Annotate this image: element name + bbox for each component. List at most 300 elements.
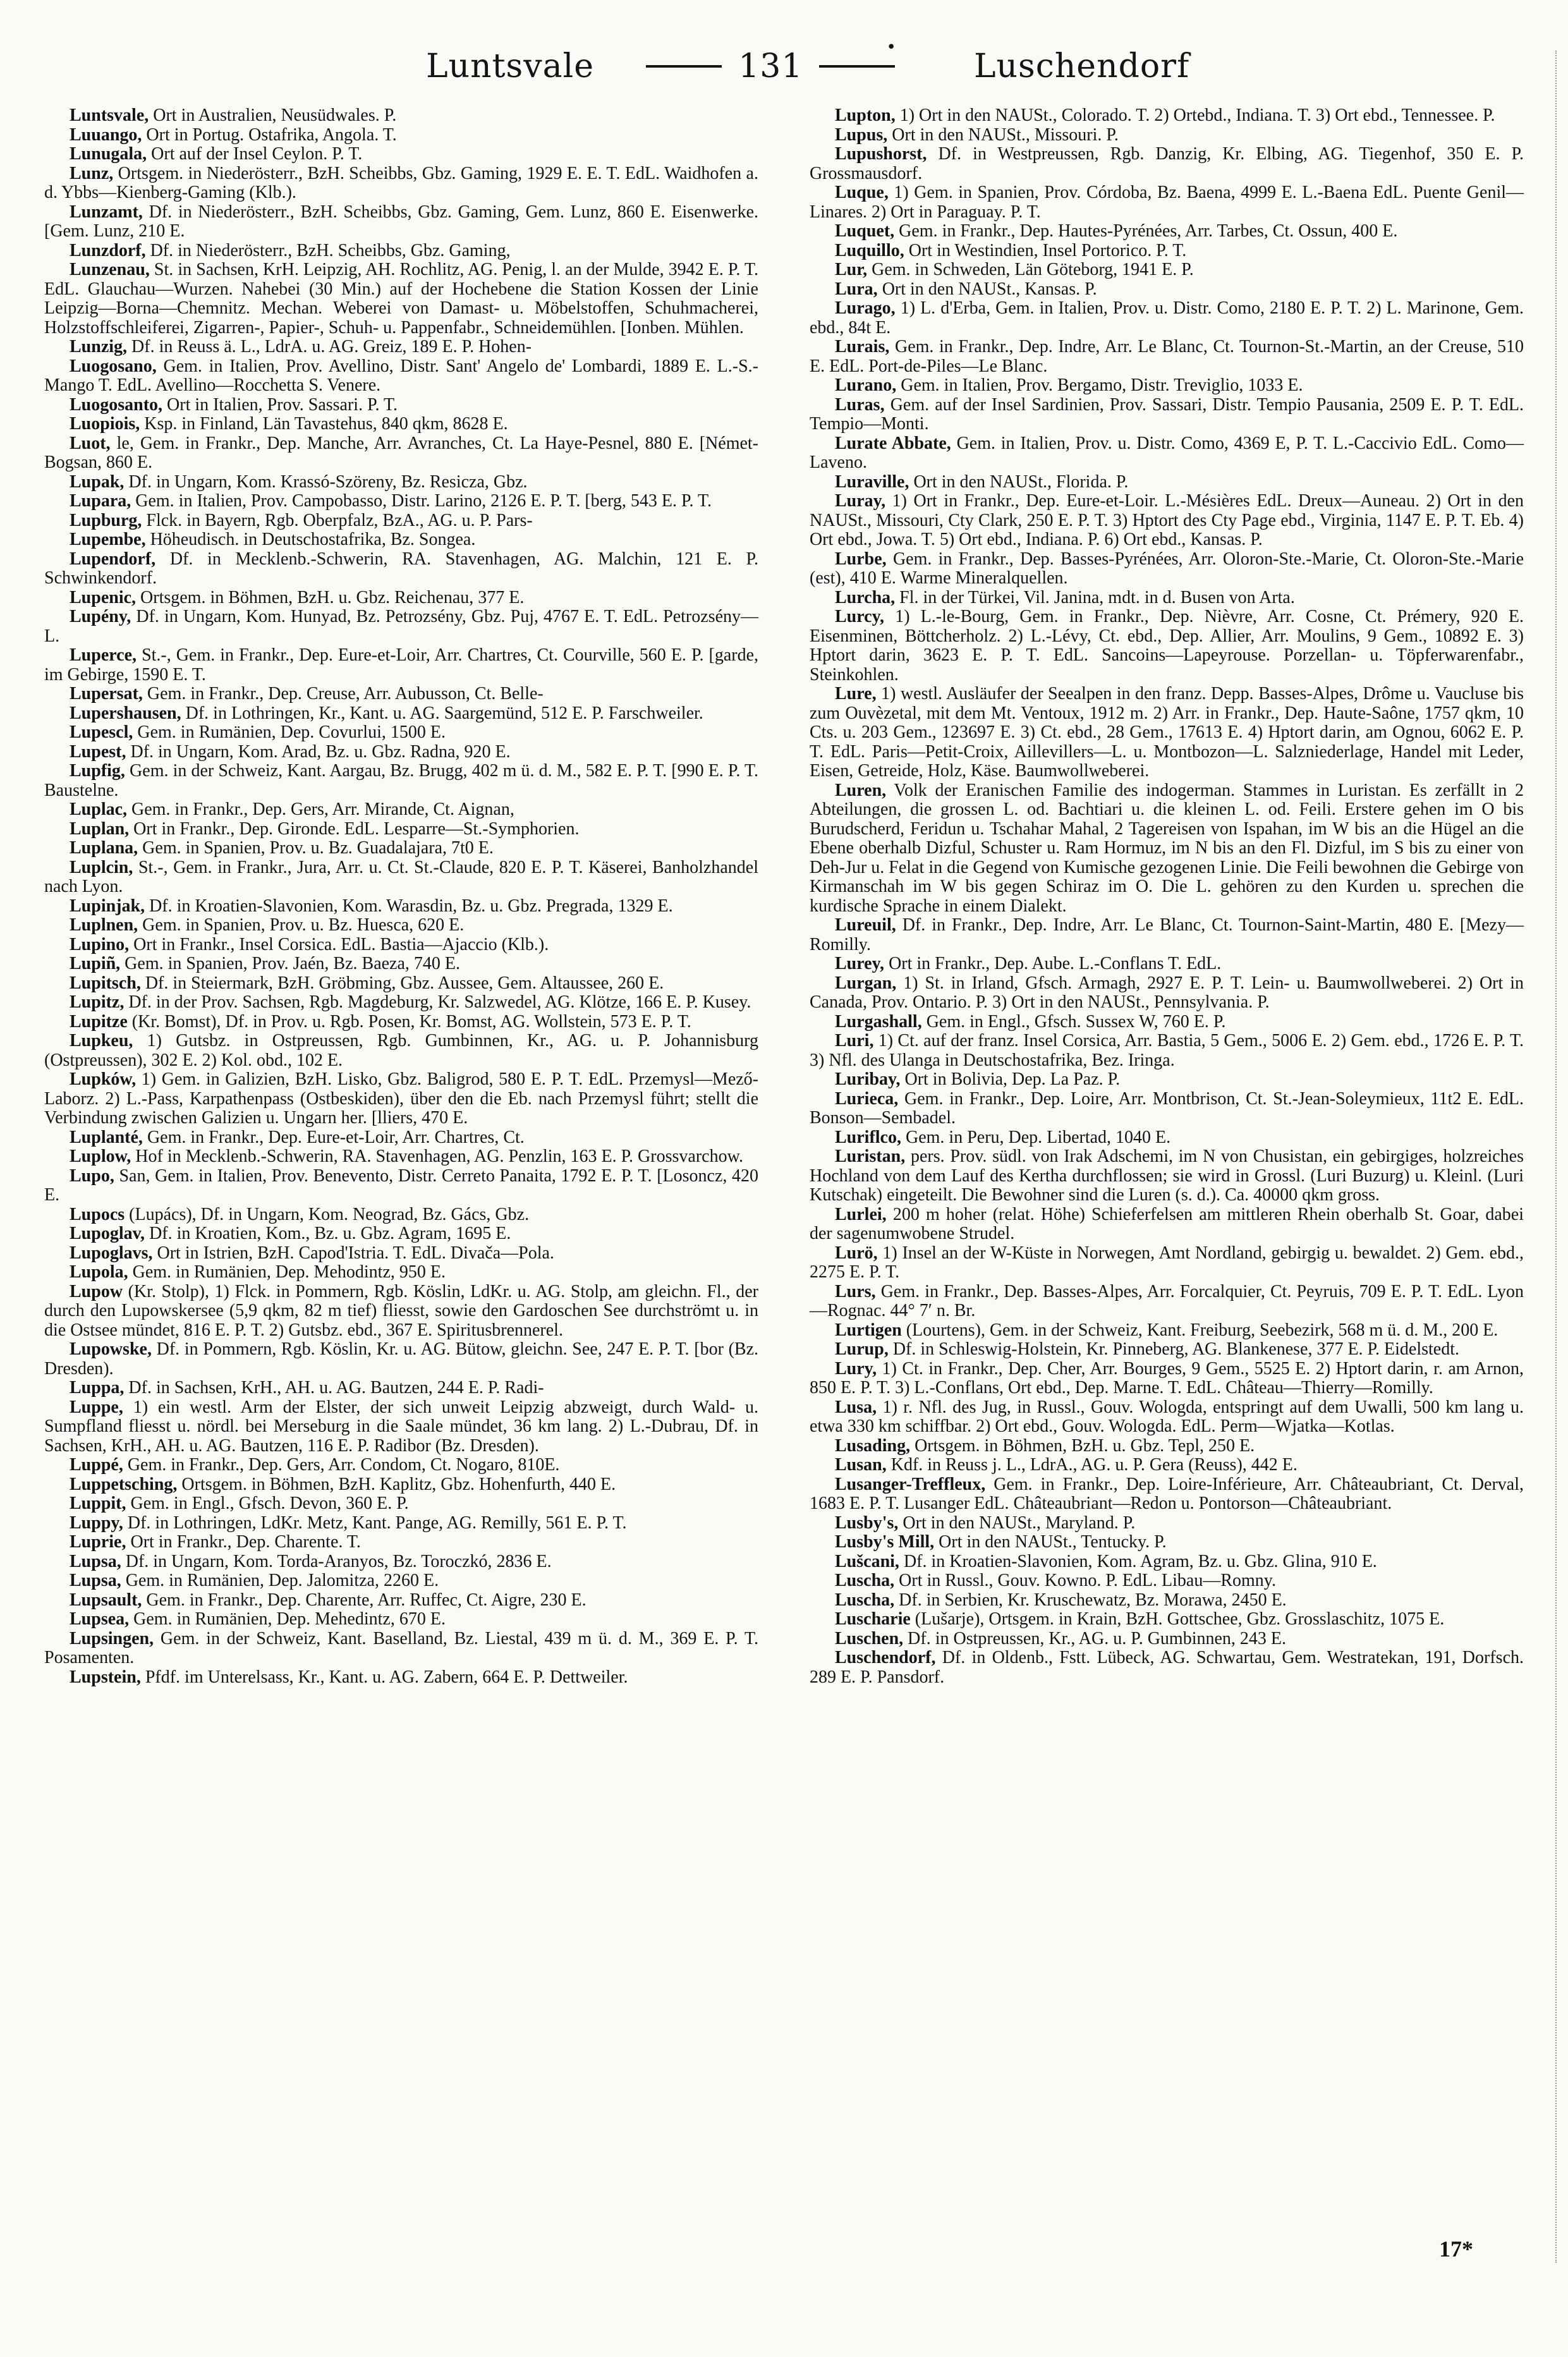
entry-text: Gem. in Spanien, Prov. u. Bz. Guadalajara, 7t0 E. <box>142 838 494 858</box>
entry-text: Gem. in der Schweiz, Kant. Baselland, Bz. Liestal, 439 m ü. d. M., 369 E. P. T. Posamenten. <box>44 1628 758 1667</box>
entry-text: St. in Sachsen, KrH. Leipzig, AH. Rochlitz, AG. Penig, l. an der Mulde, 3942 E. P. T. EdL. Glauchau—Wurzen. Nahebei (30 Min.) auf der Hochebene die Station Kossen der Linie Leipzig—Borna—Chemnitz. Mechan. Weberei von Damast- u. Möbelstoffen, Schuhmacherei, Holzstoffschleiferei, Zigarren-, Papier-, Schuh- u. Pappenfabr., Schneidemühlen. [Ionben. Mühlen. <box>44 260 759 338</box>
gazetteer-entry <box>44 1032 758 1070</box>
entry-text: Gem. in Frankr., Dep. Basses-Pyrénées, Arr. Oloron-Ste.-Marie, Ct. Oloron-Ste.-Marie (est), 410 E. Warme Mineralquellen. <box>810 549 1524 588</box>
gazetteer-entry <box>810 1648 1524 1687</box>
gazetteer-entry <box>44 723 758 743</box>
entry-text: Df. in Ungarn, Kom. Krassó-Szöreny, Bz. Resicza, Gbz. <box>128 472 528 492</box>
gazetteer-entry <box>44 607 758 646</box>
entry-headword: Luscha, <box>835 1571 895 1590</box>
entry-text: 1) Ort in den NAUSt., Colorado. T. 2) Ortebd., Indiana. T. 3) Ort ebd., Tennessee. P. <box>899 106 1495 125</box>
gazetteer-entry <box>810 376 1524 396</box>
gazetteer-entry <box>44 1379 758 1398</box>
gazetteer-entry <box>44 1147 758 1167</box>
entry-text: Df. in Ungarn, Kom. Arad, Bz. u. Gbz. Radna, 920 E. <box>130 741 511 762</box>
entry-text: Df. in Kroatien-Slavonien, Kom. Agram, Bz. u. Gbz. Glina, 910 E. <box>903 1551 1377 1571</box>
gazetteer-entry <box>44 1224 758 1244</box>
gazetteer-entry <box>44 473 758 492</box>
entry-headword: Lupsa, <box>70 1571 121 1590</box>
entry-text: Df. in Frankr., Dep. Indre, Arr. Le Blanc, Ct. Tournon-Saint-Martin, 480 E. [Mezy—Romilly. <box>810 915 1524 954</box>
entry-text: Ort in Westindien, Insel Portorico. P. T. <box>908 240 1187 260</box>
header-page-number-group <box>646 38 922 85</box>
gazetteer-entry <box>810 106 1524 126</box>
entry-text: 1) L. d'Erba, Gem. in Italien, Prov. u. Distr. Como, 2180 E. P. T. 2) L. Marinone, Gem. ebd., 84t E. <box>810 298 1524 338</box>
entry-text: 1) L.-le-Bourg, Gem. in Frankr., Dep. Nièvre, Arr. Cosne, Ct. Prémery, 920 E. Eisenminen, Böttcherholz. 2) L.-Lévy, Ct. ebd., Dep. Allier, Arr. Moulins, 9 Gem., 10892 E. 3) Hptort darin, 3623 E. P. T. EdL. Sancoins—Lapeyrouse. Porzellan- u. Töpferwarenfabr., Steinkohlen. <box>810 607 1524 685</box>
gazetteer-entry <box>44 897 758 917</box>
gazetteer-entry <box>44 511 758 531</box>
entry-text: 200 m hoher (relat. Höhe) Schieferfelsen am mittleren Rhein oberhalb St. Goar, dabei der sagenumwobene Strudel. <box>810 1204 1524 1243</box>
entry-text: Gem. in Frankr., Dep. Hautes-Pyrénées, Arr. Tarbes, Ct. Ossun, 400 E. <box>899 221 1398 241</box>
entry-text: 1) ein westl. Arm der Elster, der sich unweit Leipzig abzweigt, durch Wald- u. Sumpfland fliesst u. nördl. bei Merseburg in die Saale mündet, 36 km lang. 2) L.-Dubrau, Df. in Sachsen, KrH., AH. u. AG. Bautzen, 116 E. P. Radibor (Bz. Dresden). <box>44 1397 758 1456</box>
entry-headword: Lurtigen <box>835 1320 902 1340</box>
entry-headword: Luri, <box>835 1031 874 1051</box>
gazetteer-entry <box>44 260 758 338</box>
gazetteer-entry <box>810 1591 1524 1611</box>
signature-mark: 17* <box>1439 2236 1473 2262</box>
entry-text: Gem. in Frankr., Dep. Loire-Inférieure, Arr. Châteaubriant, Ct. Derval, 1683 E. P. T. Lusanger EdL. Châteaubriant—Redon u. Pontorson—Châteaubriant. <box>810 1474 1524 1513</box>
gazetteer-entry <box>44 858 758 897</box>
entry-text: Volk der Eranischen Familie des indogerman. Stammes in Luristan. Es zerfällt in 2 Abteilungen, die grossen L. od. Bachtiari u. die kleinen L. od. Feili. Erstere gehen im O bis Burudscherd, Feridun u. Tschahar Mahal, 2 Tagereisen von Ispahan, im W bis an die Hügel an die Ebene oberhalb Dizful, Schuster u. Ram Hormuz, im N bis an den Fl. Dizful, im S bis zu einer von Deh-Jur u. Felat in die Gegend von Kumische gezogenen Linie. Die Feili bewohnen die Gebirge von Kirmanschah im W bis gegen Schiraz im O. Die L. gehören zu den Kurden u. sprechen die kurdische Sprache in einem Dialekt. <box>810 780 1524 916</box>
entry-text: Gem. in Rumänien, Dep. Covurlui, 1500 E. <box>137 722 446 742</box>
gazetteer-entry <box>44 530 758 550</box>
entry-text: Df. in Serbien, Kr. Kruschewatz, Bz. Morawa, 2450 E. <box>899 1590 1287 1610</box>
gazetteer-entry <box>810 434 1524 473</box>
entry-headword: Lurais, <box>835 337 890 356</box>
gazetteer-entry <box>44 1013 758 1032</box>
entry-headword: Lupton, <box>835 106 896 125</box>
gazetteer-entry <box>44 1244 758 1264</box>
entry-text: Df. in Kroatien, Kom., Bz. u. Gbz. Agram, 1695 E. <box>149 1224 511 1243</box>
entry-text: Höheudisch. in Deutschostafrika, Bz. Songea. <box>150 530 476 549</box>
entry-headword: Lupocs <box>70 1204 125 1224</box>
entry-text: 1) Gutsbz. in Ostpreussen, Rgb. Gumbinnen, Kr., AG. u. P. Johannisburg (Ostpreussen), 302 E. 2) Kol. obd., 102 E. <box>44 1031 758 1070</box>
entry-text: Ort auf der Insel Ceylon. P. T. <box>151 144 363 164</box>
right-column <box>810 106 1524 1687</box>
entry-headword: Lusa, <box>835 1397 877 1417</box>
gazetteer-entry <box>44 1533 758 1552</box>
entry-text: Gem. in Rumänien, Dep. Jalomitza, 2260 E. <box>125 1571 439 1590</box>
entry-text: Ortsgem. in Böhmen, BzH. Kaplitz, Gbz. Hohenfurth, 440 E. <box>181 1474 616 1494</box>
entry-headword: Lurcha, <box>835 587 896 607</box>
entry-headword: Luribay, <box>835 1069 901 1089</box>
entry-text: Df. in Lothringen, LdKr. Metz, Kant. Pange, AG. Remilly, 561 E. P. T. <box>127 1513 627 1533</box>
entry-text: Df. in Niederösterr., BzH. Scheibbs, Gbz. Gaming, <box>150 240 511 260</box>
entry-headword: Luopiois, <box>70 414 140 434</box>
gazetteer-entry <box>44 1456 758 1475</box>
entry-headword: Luppa, <box>70 1378 125 1398</box>
gazetteer-entry <box>810 781 1524 917</box>
entry-headword: Luplac, <box>70 800 128 819</box>
gazetteer-entry <box>44 588 758 608</box>
gazetteer-entry <box>44 646 758 685</box>
page-edge-marks <box>1549 51 1557 2263</box>
entry-headword: Luriflco, <box>835 1127 901 1147</box>
entry-text: (Lourtens), Gem. in der Schweiz, Kant. Freiburg, Seebezirk, 568 m ü. d. M., 200 E. <box>906 1320 1498 1340</box>
gazetteer-entry <box>44 762 758 800</box>
entry-headword: Luraville, <box>835 472 909 492</box>
entry-headword: Luppit, <box>70 1494 126 1513</box>
entry-text: Gem. in Frankr., Dep. Indre, Arr. Le Blanc, Ct. Tournon-St.-Martin, an der Creuse, 510 E. EdL. Port-de-Piles—Le Blanc. <box>810 337 1524 376</box>
gazetteer-entry <box>44 1128 758 1148</box>
gazetteer-entry <box>810 974 1524 1013</box>
entry-headword: Lupola, <box>70 1262 128 1282</box>
gazetteer-entry <box>44 396 758 415</box>
entry-headword: Luschen, <box>835 1628 904 1648</box>
entry-headword: Lupitsch, <box>70 973 141 993</box>
entry-text: Ort in den NAUSt., Tentucky. P. <box>939 1532 1167 1552</box>
entry-headword: Lurieca, <box>835 1088 899 1109</box>
gazetteer-entry <box>810 1533 1524 1552</box>
entry-text: 1) Insel an der W-Küste in Norwegen, Amt Nordland, gebirgig u. bewaldet. 2) Gem. ebd., 2275 E. P. T. <box>810 1243 1524 1282</box>
entry-headword: Lupendorf, <box>70 549 156 569</box>
entry-headword: Lusan, <box>835 1455 887 1475</box>
gazetteer-entry <box>810 1032 1524 1070</box>
entry-headword: Lunz, <box>70 163 114 183</box>
entry-text: Gem. in Frankr., Dep. Gers, Arr. Condom, Ct. Nogaro, 810E. <box>127 1455 560 1475</box>
entry-headword: Lury, <box>835 1358 877 1379</box>
gazetteer-entry <box>810 1360 1524 1398</box>
entry-headword: Lupsa, <box>70 1551 121 1571</box>
gazetteer-entry <box>810 1475 1524 1514</box>
gazetteer-entry <box>44 1552 758 1572</box>
entry-headword: Lura, <box>835 279 878 299</box>
left-column <box>44 106 758 1687</box>
entry-text: Ort in Bolivia, Dep. La Paz. P. <box>904 1069 1121 1089</box>
gazetteer-entry <box>44 550 758 588</box>
gazetteer-entry <box>44 1629 758 1668</box>
entry-text: Flck. in Bayern, Rgb. Oberpfalz, BzA., AG. u. P. Pars- <box>146 510 533 530</box>
gazetteer-entry <box>810 222 1524 241</box>
entry-text: Gem. in Italien, Prov. Campobasso, Distr. Larino, 2126 E. P. T. [berg, 543 E. P. T. <box>135 491 712 511</box>
entry-text: Ort in Frankr., Dep. Gironde. EdL. Lesparre—St.-Symphorien. <box>133 819 580 839</box>
entry-text: Gem. in Rumänien, Dep. Mehedintz, 670 E. <box>133 1609 446 1629</box>
entry-text: Ortsgem. in Böhmen, BzH. u. Gbz. Reichenau, 377 E. <box>140 587 525 607</box>
entry-headword: Luogosano, <box>70 356 157 376</box>
entry-text: Df. in Ungarn, Kom. Hunyad, Bz. Petrozsény, Gbz. Puj, 4767 E. T. EdL. Petrozsény—L. <box>44 607 759 646</box>
entry-headword: Lurgan, <box>835 973 897 993</box>
entry-headword: Luplanté, <box>70 1127 143 1147</box>
entry-headword: Lupowske, <box>70 1339 152 1359</box>
entry-text: Gem. in der Schweiz, Kant. Aargau, Bz. Brugg, 402 m ü. d. M., 582 E. P. T. [990 E. P. T. Baustelne. <box>44 761 758 800</box>
entry-headword: Lupow <box>70 1281 123 1301</box>
header-last-entry: Luschendorf <box>973 47 1190 85</box>
entry-text: Ort in den NAUSt., Florida. P. <box>913 472 1129 492</box>
entry-text: Ort in den NAUSt., Maryland. P. <box>903 1513 1136 1533</box>
gazetteer-entry <box>44 1591 758 1611</box>
entry-text: Ort in den NAUSt., Missouri. P. <box>892 125 1119 145</box>
entry-text: 1) westl. Ausläufer der Seealpen in den franz. Depp. Basses-Alpes, Drôme u. Vaucluse bis zum Ouvèzetal, mit dem Mt. Ventoux, 1912 m. 2) Arr. in Frankr., Dep. Haute-Saône, 1757 qkm, 10 Cts. u. 203 Gem., 123697 E. 3) Ct. ebd., 28 Gem., 17613 E. 4) Hptort darin, am Ognou, 6062 E. P. T. EdL. Paris—Petit-Croix, Aillevillers—L. u. Montbozon—L. Salzniederlage, Handel mit Leder, Eisen, Getreide, Holz, Käse. Baumwollweberei. <box>810 684 1524 781</box>
gazetteer-entry <box>44 1514 758 1533</box>
gazetteer-entry <box>44 1571 758 1591</box>
gazetteer-entry <box>810 1090 1524 1128</box>
entry-headword: Luplnen, <box>70 915 138 935</box>
gazetteer-entry <box>44 145 758 164</box>
entry-headword: Luren, <box>835 780 887 800</box>
entry-text: Kdf. in Reuss j. L., LdrA., AG. u. P. Gera (Reuss), 442 E. <box>890 1455 1298 1475</box>
entry-text: Df. in Kroatien-Slavonien, Kom. Warasdin, Bz. u. Gbz. Pregrada, 1329 E. <box>149 896 673 916</box>
gazetteer-entry <box>44 1205 758 1225</box>
entry-text: Gem. in Italien, Prov. u. Distr. Como, 4369 E, P. T. L.-Caccivio EdL. Como—Laveno. <box>810 433 1524 472</box>
gazetteer-entry <box>810 145 1524 183</box>
entry-text: Df. in Oldenb., Fstt. Lübeck, AG. Schwartau, Gem. Westratekan, 191, Dorfsch. 289 E. P. Pansdorf. <box>810 1648 1524 1687</box>
entry-headword: Luplow, <box>70 1147 131 1166</box>
gazetteer-entry <box>810 183 1524 222</box>
gazetteer-entry <box>810 396 1524 434</box>
entry-headword: Lusanger-Treffleux, <box>835 1474 986 1494</box>
entry-headword: Lurate Abbate, <box>835 433 951 453</box>
gazetteer-entry <box>810 1013 1524 1032</box>
entry-text: Pfdf. im Unterelsass, Kr., Kant. u. AG. Zabern, 664 E. P. Dettweiler. <box>145 1667 628 1687</box>
entry-text: Gem. in Frankr., Dep. Creuse, Arr. Aubusson, Ct. Belle- <box>147 684 544 703</box>
entry-text: Gem. in Schweden, Län Göteborg, 1941 E. P. <box>872 260 1194 279</box>
entry-headword: Lupków, <box>70 1069 137 1089</box>
entry-headword: Luplan, <box>70 819 130 839</box>
entry-headword: Lurö, <box>835 1243 878 1263</box>
gazetteer-entry <box>44 1282 758 1341</box>
gazetteer-entry <box>44 203 758 241</box>
entry-text: Df. in Ostpreussen, Kr., AG. u. P. Gumbinnen, 243 E. <box>908 1628 1287 1648</box>
entry-text: Hof in Mecklenb.-Schwerin, RA. Stavenhagen, AG. Penzlin, 163 E. P. Grossvarchow. <box>135 1147 743 1166</box>
entry-headword: Lupescl, <box>70 722 133 742</box>
entry-headword: Lureuil, <box>835 915 896 935</box>
entry-text: Ort in Portug. Ostafrika, Angola. T. <box>146 125 397 145</box>
gazetteer-entry <box>810 1128 1524 1148</box>
entry-text: Ort in Frankr., Insel Corsica. EdL. Bastia—Ajaccio (Klb.). <box>133 934 549 954</box>
entry-text: Gem. in Engl., Gfsch. Devon, 360 E. P. <box>130 1494 409 1513</box>
entry-headword: Lunzamt, <box>70 202 143 222</box>
entry-headword: Luque, <box>835 183 889 202</box>
entry-headword: Lupény, <box>70 607 131 626</box>
gazetteer-entry <box>44 820 758 839</box>
header-first-entry: Luntsvale <box>426 47 594 85</box>
entry-headword: Lusby's, <box>835 1513 899 1533</box>
gazetteer-entry <box>44 357 758 396</box>
entry-headword: Luras, <box>835 394 885 415</box>
entry-text: 1) Gem. in Galizien, BzH. Lisko, Gbz. Baligrod, 580 E. P. T. EdL. Przemysl—Mező-Laborz. 2) L.-Pass, Karpathenpass (Ostbeskiden), über den die Eb. nach Przemysl führt; stellt die Verbindung zwischen Galizien u. Ungarn her. [lliers, 470 E. <box>44 1069 759 1128</box>
entry-text: Df. in Westpreussen, Rgb. Danzig, Kr. Elbing, AG. Tiegenhof, 350 E. P. Grossmausdorf. <box>810 144 1524 183</box>
entry-headword: Luperce, <box>70 645 137 665</box>
gazetteer-entry <box>810 1321 1524 1341</box>
entry-headword: Lupkeu, <box>70 1031 133 1051</box>
gazetteer-entry <box>810 241 1524 261</box>
entry-text: pers. Prov. südl. von Irak Adschemi, im N von Chusistan, ein gebirgiges, holzreiches Hochland von dem Lauf des Kertha durchflossen; sie wird in Grossl. (Luri Buzurg) u. Kleinl. (Luri Kutschak) eingeteilt. Die Bewohner sind die Luren (s. d.). Ca. 40000 qkm gross. <box>810 1147 1524 1205</box>
gazetteer-entry <box>44 1340 758 1379</box>
entry-text: San, Gem. in Italien, Prov. Benevento, Distr. Cerreto Panaita, 1792 E. P. T. [Losoncz, 420 E. <box>44 1166 759 1205</box>
entry-text: Gem. in Frankr., Dep. Loire, Arr. Montbrison, Ct. St.-Jean-Soleymieux, 11t2 E. EdL. Bonson—Sembadel. <box>810 1088 1524 1128</box>
entry-text: Gem. auf der Insel Sardinien, Prov. Sassari, Distr. Tempio Pausania, 2509 E. P. T. EdL. Tempio—Monti. <box>810 394 1524 434</box>
gazetteer-entry <box>44 126 758 145</box>
header-rule-left <box>646 65 722 68</box>
entry-headword: Lusby's Mill, <box>835 1532 935 1552</box>
entry-headword: Luplcin, <box>70 857 133 877</box>
entry-text: 1) St. in Irland, Gfsch. Armagh, 2927 E. P. T. Lein- u. Baumwollweberei. 2) Ort in Canada, Prov. Ontario. P. 3) Ort in den NAUSt., Pennsylvania. P. <box>810 973 1524 1012</box>
entry-text: Ort in Frankr., Dep. Aube. L.-Conflans T. EdL. <box>889 954 1222 973</box>
entry-headword: Lurs, <box>835 1281 876 1301</box>
entry-headword: Lupinjak, <box>70 896 145 916</box>
entry-headword: Lupitze <box>70 1011 128 1032</box>
entry-headword: Lunzdorf, <box>70 240 146 260</box>
entry-text: (Lupács), Df. in Ungarn, Kom. Neograd, Bz. Gács, Gbz. <box>129 1204 530 1224</box>
entry-headword: Lupiñ, <box>70 954 121 973</box>
gazetteer-entry <box>44 1070 758 1128</box>
entry-headword: Luquet, <box>835 221 895 241</box>
entry-headword: Luprie, <box>70 1532 126 1552</box>
gazetteer-entry <box>810 1147 1524 1205</box>
entry-headword: Lurlei, <box>835 1204 887 1224</box>
entry-headword: Lusading, <box>835 1435 911 1456</box>
entry-headword: Luot, <box>70 433 111 453</box>
entry-text: 1) Gem. in Spanien, Prov. Córdoba, Bz. Baena, 4999 E. L.-Baena EdL. Puente Genil—Linares. 2) Ort in Paraguay. P. T. <box>810 183 1524 222</box>
entry-headword: Lupersat, <box>70 684 143 703</box>
entry-text: Gem. in Peru, Dep. Libertad, 1040 E. <box>906 1127 1171 1147</box>
entry-headword: Lupoglavs, <box>70 1243 153 1263</box>
entry-headword: Luscha, <box>835 1590 895 1610</box>
entry-headword: Luristan, <box>835 1147 906 1166</box>
entry-text: St.-, Gem. in Frankr., Dep. Eure-et-Loir, Arr. Chartres, Ct. Courville, 560 E. P. [garde, im Gebirge, 1590 E. T. <box>44 645 758 685</box>
entry-text: Ort in Istrien, BzH. Capod'Istria. T. EdL. Divača—Pola. <box>157 1243 554 1263</box>
entry-text: 1) Ort in Frankr., Dep. Eure-et-Loir. L.-Mésières EdL. Dreux—Auneau. 2) Ort in den NAUSt., Missouri, Cty Clark, 250 E. P. T. 3) Hptort des Cty Page ebd., Virginia, 1147 E. P. T. Eb. 4) Ort ebd., Jowa. T. 5) Ort ebd., Indiana. P. 6) Ort ebd., Kansas. P. <box>810 491 1524 549</box>
entry-text: Ortsgem. in Niederösterr., BzH. Scheibbs, Gbz. Gaming, 1929 E. E. T. EdL. Waidhofen a. d. Ybbs—Kienberg-Gaming (Klb.). <box>44 163 758 202</box>
entry-text: Df. in Pommern, Rgb. Köslin, Kr. u. AG. Bütow, gleichn. See, 247 E. P. T. [bor (Bz. Dresden). <box>44 1339 759 1379</box>
gazetteer-entry <box>44 106 758 126</box>
gazetteer-entry <box>44 935 758 955</box>
entry-headword: Lurcy, <box>835 607 885 626</box>
entry-headword: Luschendorf, <box>835 1648 936 1667</box>
entry-headword: Lurup, <box>835 1339 889 1359</box>
gazetteer-entry <box>810 280 1524 300</box>
page-number: 131 <box>738 47 803 85</box>
entry-text: Df. in Niederösterr., BzH. Scheibbs, Gbz. Gaming, Gem. Lunz, 860 E. Eisenwerke. [Gem. Lunz, 210 E. <box>44 202 758 241</box>
entry-text: Gem. in Frankr., Dep. Basses-Alpes, Arr. Forcalquier, Ct. Peyruis, 709 E. P. T. EdL. Lyon—Rognac. 44° 7′ n. Br. <box>810 1281 1524 1320</box>
entry-text: Gem. in Spanien, Prov. Jaén, Bz. Baeza, 740 E. <box>125 954 461 973</box>
gazetteer-entry <box>810 492 1524 550</box>
entry-headword: Lupershausen, <box>70 703 181 723</box>
entry-text: Df. in Reuss ä. L., LdrA. u. AG. Greiz, 189 E. P. Hohen- <box>131 337 532 356</box>
entry-headword: Lunzenau, <box>70 260 150 279</box>
entry-text: Df. in Sachsen, KrH., AH. u. AG. Bautzen, 244 E. P. Radi- <box>128 1378 544 1398</box>
gazetteer-entry <box>810 1552 1524 1572</box>
entry-text: (Lušarje), Ortsgem. in Krain, BzH. Gottschee, Gbz. Grosslaschitz, 1075 E. <box>915 1609 1445 1629</box>
gazetteer-entry <box>44 954 758 974</box>
entry-headword: Lure, <box>835 684 877 703</box>
gazetteer-entry <box>44 1668 758 1688</box>
gazetteer-entry <box>44 1167 758 1205</box>
entry-text: Df. in Lothringen, Kr., Kant. u. AG. Saargemünd, 512 E. P. Farschweiler. <box>185 703 703 723</box>
entry-text: Ort in den NAUSt., Kansas. P. <box>882 279 1097 299</box>
gazetteer-entry <box>810 338 1524 376</box>
entry-headword: Luntsvale, <box>70 106 149 125</box>
entry-text: 1) r. Nfl. des Jug, in Russl., Gouv. Wologda, entspringt auf dem Uwalli, 500 km lang u. etwa 330 km schiffbar. 2) Ort ebd., Gouv. Wologda. EdL. Perm—Wjatka—Kotlas. <box>810 1397 1524 1436</box>
entry-text: Ort in Frankr., Dep. Charente. T. <box>130 1532 361 1552</box>
gazetteer-entry <box>44 839 758 858</box>
entry-headword: Lupenic, <box>70 587 137 607</box>
entry-headword: Luppetsching, <box>70 1474 178 1494</box>
entry-headword: Lur, <box>835 260 868 279</box>
gazetteer-entry <box>810 1456 1524 1475</box>
gazetteer-entry <box>810 126 1524 145</box>
gazetteer-entry <box>810 260 1524 280</box>
gazetteer-entry <box>44 164 758 203</box>
entry-headword: Lupest, <box>70 741 126 762</box>
entry-text: Ort in Russl., Gouv. Kowno. P. EdL. Libau—Romny. <box>899 1571 1276 1590</box>
entry-text: (Kr. Bomst), Df. in Prov. u. Rgb. Posen, Kr. Bomst, AG. Wollstein, 573 E. P. T. <box>131 1011 691 1032</box>
gazetteer-entry <box>44 974 758 994</box>
gazetteer-entry <box>810 1244 1524 1282</box>
entry-text: 1) Ct. in Frankr., Dep. Cher, Arr. Bourges, 9 Gem., 5525 E. 2) Hptort darin, r. am Arnon, 850 E. P. T. 3) L.-Conflans, Ort ebd., Dep. Marne. T. EdL. Château—Thierry—Romilly. <box>810 1358 1524 1398</box>
entry-headword: Luppe, <box>70 1397 123 1417</box>
text-columns <box>44 106 1524 1687</box>
entry-text: Gem. in Engl., Gfsch. Sussex W, 760 E. P. <box>926 1011 1226 1032</box>
gazetteer-entry <box>44 415 758 434</box>
gazetteer-entry <box>810 1437 1524 1456</box>
entry-headword: Lupo, <box>70 1166 114 1186</box>
gazetteer-entry <box>44 338 758 357</box>
entry-text: le, Gem. in Frankr., Dep. Manche, Arr. Avranches, Ct. La Haye-Pesnel, 880 E. [Német-Bogsan, 860 E. <box>44 433 759 472</box>
entry-text: Df. in Mecklenb.-Schwerin, RA. Stavenhagen, AG. Malchin, 121 E. P. Schwinkendorf. <box>44 549 759 588</box>
entry-headword: Lupsea, <box>70 1609 130 1629</box>
gazetteer-entry <box>44 993 758 1013</box>
entry-headword: Lupushorst, <box>835 144 927 164</box>
entry-text: Gem. in Rumänien, Dep. Mehodintz, 950 E. <box>132 1262 446 1282</box>
entry-headword: Lupstein, <box>70 1667 141 1687</box>
entry-headword: Lurgashall, <box>835 1011 922 1032</box>
gazetteer-entry <box>44 704 758 724</box>
entry-headword: Lupfig, <box>70 761 125 781</box>
entry-headword: Lupino, <box>70 934 130 954</box>
gazetteer-entry <box>44 492 758 511</box>
entry-headword: Luppy, <box>70 1513 123 1533</box>
entry-headword: Luscharie <box>835 1609 911 1629</box>
entry-text: Df. in Steiermark, BzH. Gröbming, Gbz. Aussee, Gem. Altaussee, 260 E. <box>145 973 664 993</box>
gazetteer-entry <box>810 685 1524 781</box>
entry-text: Gem. in Italien, Prov. Avellino, Distr. Sant' Angelo de' Lombardi, 1889 E. L.-S.-Mango T. EdL. Avellino—Rocchetta S. Venere. <box>44 356 758 395</box>
gazetteer-entry <box>44 1398 758 1456</box>
gazetteer-entry <box>810 299 1524 338</box>
entry-headword: Luplana, <box>70 838 138 858</box>
entry-headword: Lurago, <box>835 298 896 318</box>
entry-headword: Lupburg, <box>70 510 142 530</box>
entry-text: Df. in der Prov. Sachsen, Rgb. Magdeburg, Kr. Salzwedel, AG. Klötze, 166 E. P. Kusey. <box>128 992 751 1012</box>
gazetteer-entry <box>44 241 758 261</box>
entry-text: Gem. in Frankr., Dep. Eure-et-Loir, Arr. Chartres, Ct. <box>147 1127 525 1147</box>
gazetteer-entry <box>810 588 1524 608</box>
entry-headword: Luppé, <box>70 1455 123 1475</box>
entry-headword: Lupara, <box>70 491 131 511</box>
gazetteer-entry <box>810 1571 1524 1591</box>
entry-text: Ksp. in Finland, Län Tavastehus, 840 qkm, 8628 E. <box>144 414 508 434</box>
gazetteer-entry <box>44 1610 758 1629</box>
entry-headword: Lunugala, <box>70 144 147 164</box>
running-header <box>44 38 1524 88</box>
entry-headword: Lupsingen, <box>70 1628 154 1648</box>
gazetteer-entry <box>810 1205 1524 1244</box>
entry-headword: Lupitz, <box>70 992 125 1012</box>
entry-headword: Lupus, <box>835 125 888 145</box>
gazetteer-entry <box>810 550 1524 588</box>
entry-text: (Kr. Stolp), 1) Flck. in Pommern, Rgb. Köslin, LdKr. u. AG. Stolp, am gleichn. Fl., der durch den Lupowskersee (5,9 qkm, 82 m tief) fliesst, sowie den Gardoschen See durchströmt u. in die Ostsee mündet, 816 E. P. T. 2) Gutsbz. ebd., 367 E. Spiritusbrennerel. <box>44 1281 758 1340</box>
gazetteer-entry <box>810 473 1524 492</box>
entry-text: Fl. in der Türkei, Vil. Janina, mdt. in d. Busen von Arta. <box>899 587 1295 607</box>
entry-text: Gem. in Spanien, Prov. u. Bz. Huesca, 620 E. <box>142 915 465 935</box>
header-dot-mark: • <box>886 38 897 57</box>
entry-text: Gem. in Italien, Prov. Bergamo, Distr. Treviglio, 1033 E. <box>901 375 1303 395</box>
entry-headword: Lurbe, <box>835 549 887 569</box>
gazetteer-entry <box>810 954 1524 974</box>
entry-text: Ort in Italien, Prov. Sassari. P. T. <box>167 394 398 415</box>
entry-headword: Luquillo, <box>835 240 904 260</box>
gazetteer-entry <box>44 1263 758 1282</box>
entry-text: Df. in Schleswig-Holstein, Kr. Pinneberg, AG. Blankenese, 377 E. P. Eidelstedt. <box>892 1339 1459 1359</box>
gazetteer-entry <box>810 1282 1524 1321</box>
